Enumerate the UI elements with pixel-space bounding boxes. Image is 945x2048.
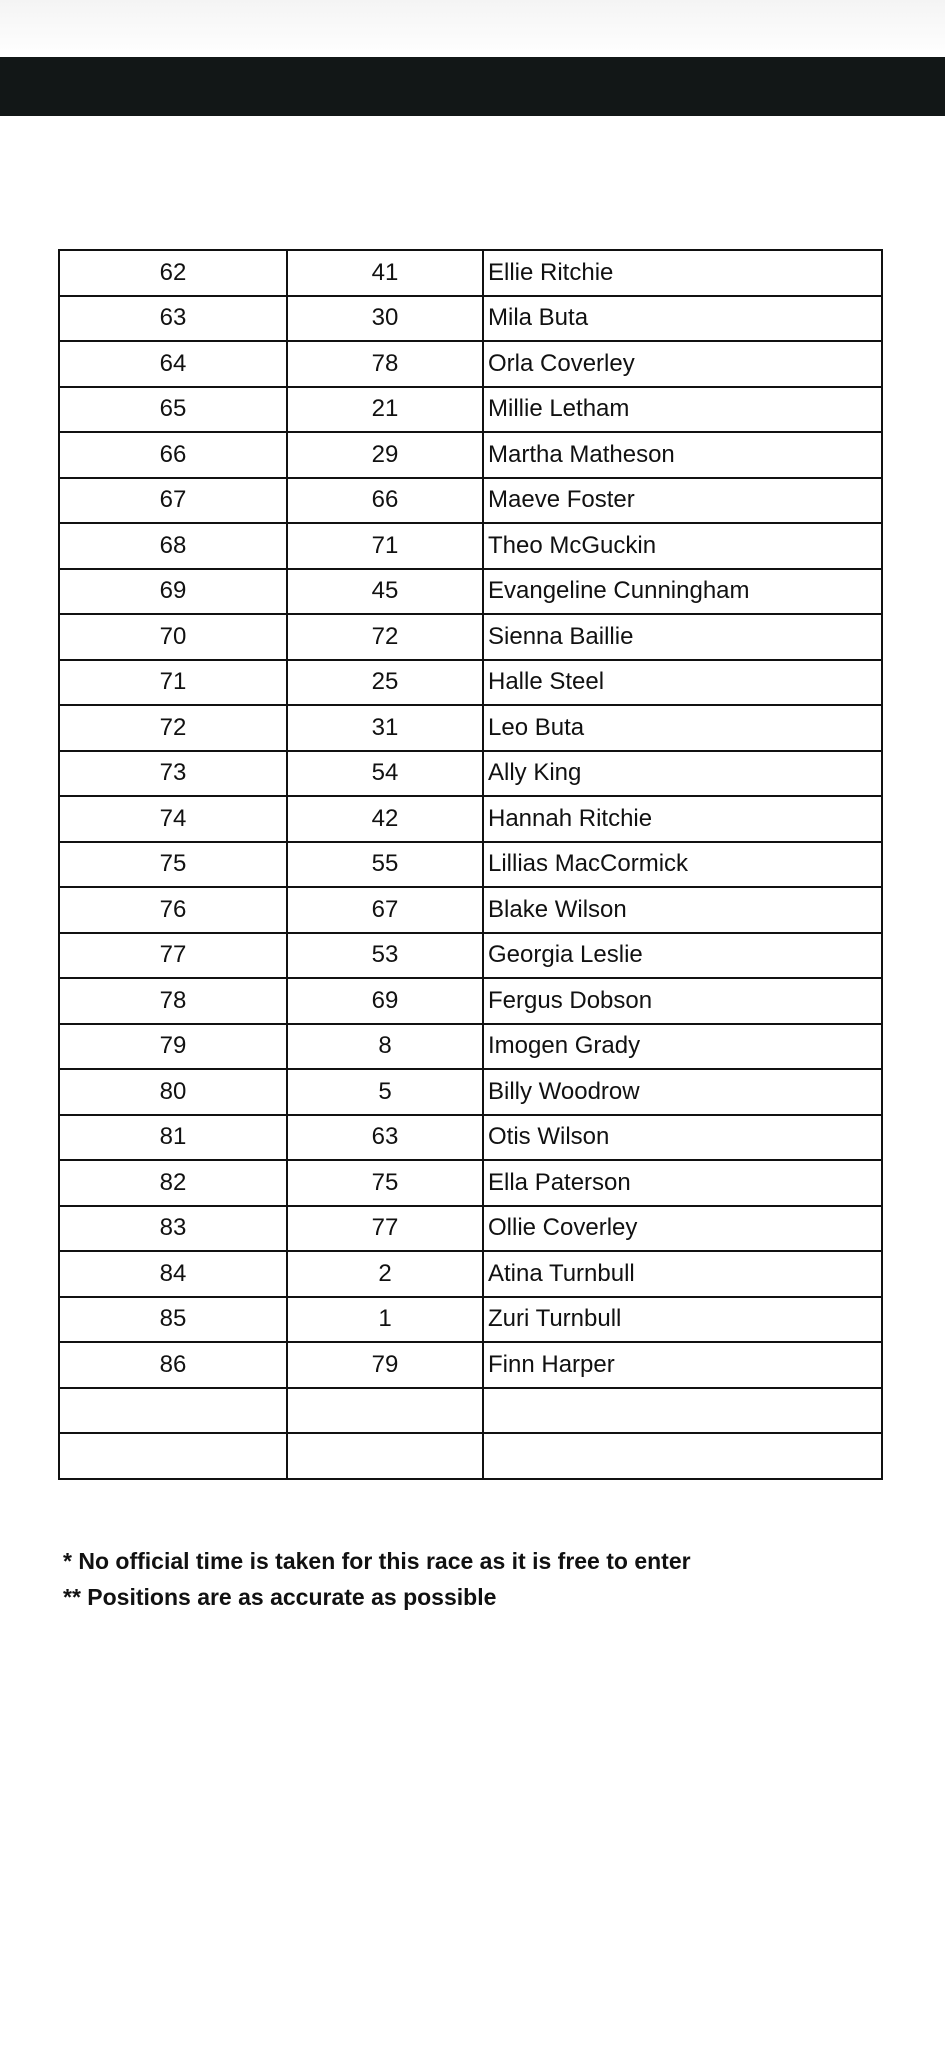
runner-name-cell: Millie Letham	[483, 387, 882, 433]
table-row	[59, 1433, 882, 1479]
bib-number-cell: 75	[287, 1160, 483, 1206]
position-cell: 65	[59, 387, 287, 433]
position-cell: 78	[59, 978, 287, 1024]
runner-name-cell: Finn Harper	[483, 1342, 882, 1388]
position-cell: 62	[59, 250, 287, 296]
bib-number-cell: 55	[287, 842, 483, 888]
bib-number-cell: 54	[287, 751, 483, 797]
bib-number-cell: 63	[287, 1115, 483, 1161]
runner-name-cell: Otis Wilson	[483, 1115, 882, 1161]
table-row	[59, 842, 882, 888]
runner-name-cell: Lillias MacCormick	[483, 842, 882, 888]
position-cell: 84	[59, 1251, 287, 1297]
position-cell	[59, 1433, 287, 1479]
bib-number-cell: 42	[287, 796, 483, 842]
results-table-body	[59, 250, 882, 1479]
position-cell: 69	[59, 569, 287, 615]
bib-number-cell: 31	[287, 705, 483, 751]
position-cell: 71	[59, 660, 287, 706]
bib-number-cell: 25	[287, 660, 483, 706]
footnotes	[63, 1543, 923, 1615]
position-cell: 72	[59, 705, 287, 751]
bib-number-cell: 29	[287, 432, 483, 478]
bib-number-cell: 30	[287, 296, 483, 342]
bib-number-cell: 67	[287, 887, 483, 933]
runner-name-cell: Ally King	[483, 751, 882, 797]
results-table	[58, 249, 883, 1480]
bib-number-cell	[287, 1433, 483, 1479]
table-row	[59, 1342, 882, 1388]
bib-number-cell: 71	[287, 523, 483, 569]
bib-number-cell: 41	[287, 250, 483, 296]
table-row	[59, 523, 882, 569]
runner-name-cell: Imogen Grady	[483, 1024, 882, 1070]
footnote-positions-accuracy: ** Positions are as accurate as possible	[63, 1584, 497, 1610]
position-cell: 68	[59, 523, 287, 569]
bib-number-cell: 2	[287, 1251, 483, 1297]
position-cell: 80	[59, 1069, 287, 1115]
position-cell: 86	[59, 1342, 287, 1388]
position-cell: 74	[59, 796, 287, 842]
table-row	[59, 1251, 882, 1297]
runner-name-cell: Mila Buta	[483, 296, 882, 342]
position-cell: 83	[59, 1206, 287, 1252]
runner-name-cell: Martha Matheson	[483, 432, 882, 478]
table-row	[59, 1206, 882, 1252]
bib-number-cell: 1	[287, 1297, 483, 1343]
bib-number-cell: 72	[287, 614, 483, 660]
bib-number-cell: 21	[287, 387, 483, 433]
table-row	[59, 432, 882, 478]
bib-number-cell: 53	[287, 933, 483, 979]
bib-number-cell: 45	[287, 569, 483, 615]
runner-name-cell: Leo Buta	[483, 705, 882, 751]
table-row	[59, 1297, 882, 1343]
table-row	[59, 1388, 882, 1434]
table-row	[59, 614, 882, 660]
status-bar-area	[0, 0, 945, 57]
position-cell: 79	[59, 1024, 287, 1070]
table-row	[59, 478, 882, 524]
table-row	[59, 887, 882, 933]
runner-name-cell: Sienna Baillie	[483, 614, 882, 660]
runner-name-cell: Halle Steel	[483, 660, 882, 706]
bib-number-cell: 69	[287, 978, 483, 1024]
bib-number-cell: 77	[287, 1206, 483, 1252]
table-row	[59, 387, 882, 433]
position-cell: 77	[59, 933, 287, 979]
position-cell: 82	[59, 1160, 287, 1206]
runner-name-cell: Maeve Foster	[483, 478, 882, 524]
position-cell: 81	[59, 1115, 287, 1161]
position-cell: 67	[59, 478, 287, 524]
table-row	[59, 1024, 882, 1070]
table-row	[59, 1115, 882, 1161]
table-row	[59, 1069, 882, 1115]
runner-name-cell: Orla Coverley	[483, 341, 882, 387]
runner-name-cell: Blake Wilson	[483, 887, 882, 933]
position-cell	[59, 1388, 287, 1434]
position-cell: 66	[59, 432, 287, 478]
table-row	[59, 660, 882, 706]
bib-number-cell: 8	[287, 1024, 483, 1070]
runner-name-cell	[483, 1388, 882, 1434]
table-row	[59, 705, 882, 751]
runner-name-cell: Evangeline Cunningham	[483, 569, 882, 615]
bib-number-cell: 78	[287, 341, 483, 387]
bib-number-cell	[287, 1388, 483, 1434]
position-cell: 85	[59, 1297, 287, 1343]
runner-name-cell: Ellie Ritchie	[483, 250, 882, 296]
position-cell: 75	[59, 842, 287, 888]
runner-name-cell: Georgia Leslie	[483, 933, 882, 979]
footnote-no-official-time: * No official time is taken for this race as it is free to enter	[63, 1548, 691, 1574]
table-row	[59, 751, 882, 797]
header-bar	[0, 57, 945, 116]
runner-name-cell: Theo McGuckin	[483, 523, 882, 569]
runner-name-cell: Ella Paterson	[483, 1160, 882, 1206]
position-cell: 64	[59, 341, 287, 387]
position-cell: 76	[59, 887, 287, 933]
runner-name-cell: Billy Woodrow	[483, 1069, 882, 1115]
table-row	[59, 569, 882, 615]
runner-name-cell: Fergus Dobson	[483, 978, 882, 1024]
bib-number-cell: 5	[287, 1069, 483, 1115]
runner-name-cell	[483, 1433, 882, 1479]
runner-name-cell: Hannah Ritchie	[483, 796, 882, 842]
table-row	[59, 250, 882, 296]
runner-name-cell: Ollie Coverley	[483, 1206, 882, 1252]
runner-name-cell: Zuri Turnbull	[483, 1297, 882, 1343]
position-cell: 63	[59, 296, 287, 342]
position-cell: 70	[59, 614, 287, 660]
table-row	[59, 296, 882, 342]
bib-number-cell: 66	[287, 478, 483, 524]
position-cell: 73	[59, 751, 287, 797]
table-row	[59, 1160, 882, 1206]
table-row	[59, 933, 882, 979]
runner-name-cell: Atina Turnbull	[483, 1251, 882, 1297]
table-row	[59, 796, 882, 842]
table-row	[59, 978, 882, 1024]
bib-number-cell: 79	[287, 1342, 483, 1388]
table-row	[59, 341, 882, 387]
